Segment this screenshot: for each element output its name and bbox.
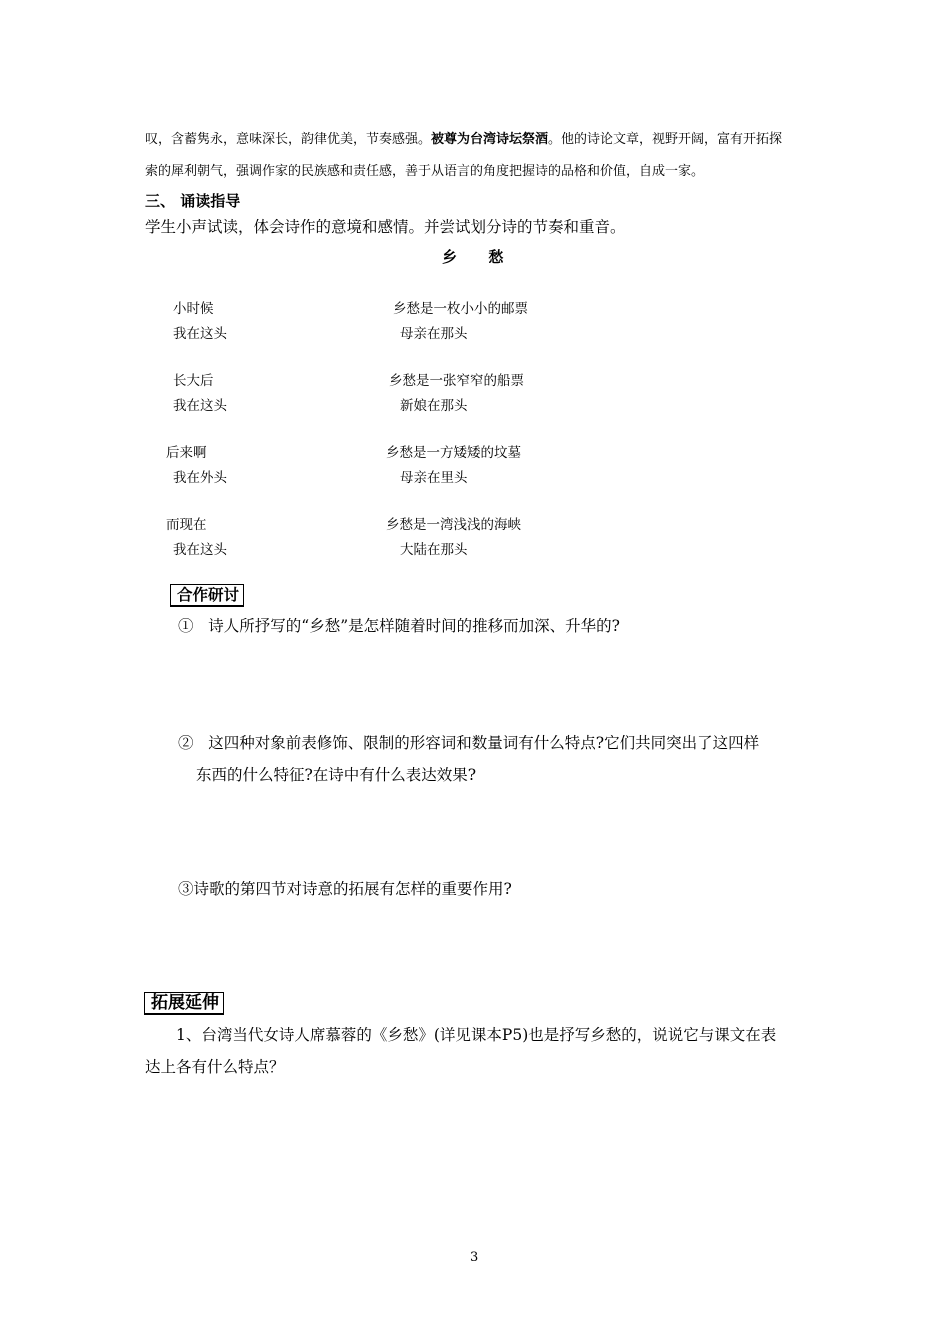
poem-line: 乡愁是一方矮矮的坟墓 xyxy=(386,445,521,461)
poem-line: 乡愁是一张窄窄的船票 xyxy=(389,373,524,389)
poem-line: 我在这头 xyxy=(173,398,227,414)
extension-question-line-2: 达上各有什么特点？ xyxy=(145,1058,285,1076)
poem-line: 长大后 xyxy=(173,373,214,389)
discussion-label: 合作研讨 xyxy=(170,584,244,607)
intro-line-1-post: 。他的诗论文章，视野开阔，富有开拓探 xyxy=(548,132,783,147)
poem-line: 我在这头 xyxy=(173,326,227,342)
intro-line-1 xyxy=(145,128,782,147)
page-number: 3 xyxy=(470,1250,479,1265)
poem-line: 新娘在那头 xyxy=(400,398,468,414)
section-heading: 三、 诵读指导 xyxy=(145,192,241,210)
discussion-question-2-line-2: 东西的什么特征?在诗中有什么表达效果? xyxy=(196,766,477,784)
poem-line: 大陆在那头 xyxy=(400,542,468,558)
discussion-question-2-line-1: ② 这四种对象前表修饰、限制的形容词和数量词有什么特点?它们共同突出了这四样 xyxy=(178,734,760,752)
poem-title: 乡 愁 xyxy=(442,248,504,266)
poem-line: 我在外头 xyxy=(173,470,227,486)
poem-line: 小时候 xyxy=(173,301,214,317)
poem-line: 母亲在里头 xyxy=(400,470,468,486)
extension-question-line-1: 1、台湾当代女诗人席慕蓉的《乡愁》(详见课本P5)也是抒写乡愁的，说说它与课文在表 xyxy=(176,1026,777,1044)
poem-line: 我在这头 xyxy=(173,542,227,558)
intro-line-1-bold: 被尊为台湾诗坛祭酒 xyxy=(431,132,549,147)
intro-line-1-pre: 叹，含蓄隽永，意味深长，韵律优美，节奏感强。 xyxy=(145,132,432,147)
poem-line: 母亲在那头 xyxy=(400,326,468,342)
section-instruction: 学生小声试读，体会诗作的意境和感情。并尝试划分诗的节奏和重音。 xyxy=(145,218,626,236)
discussion-question-1: ① 诗人所抒写的“乡愁”是怎样随着时间的推移而加深、升华的? xyxy=(178,617,620,635)
discussion-question-3: ③诗歌的第四节对诗意的拓展有怎样的重要作用? xyxy=(178,880,512,898)
intro-line-2: 索的犀利朝气，强调作家的民族感和责任感，善于从语言的角度把握诗的品格和价值，自成一家。 xyxy=(145,164,705,179)
poem-line: 后来啊 xyxy=(166,445,207,461)
extension-label: 拓展延伸 xyxy=(144,992,224,1015)
poem-line: 乡愁是一湾浅浅的海峡 xyxy=(386,517,521,533)
poem-line: 而现在 xyxy=(166,517,207,533)
poem-line: 乡愁是一枚小小的邮票 xyxy=(393,301,528,317)
